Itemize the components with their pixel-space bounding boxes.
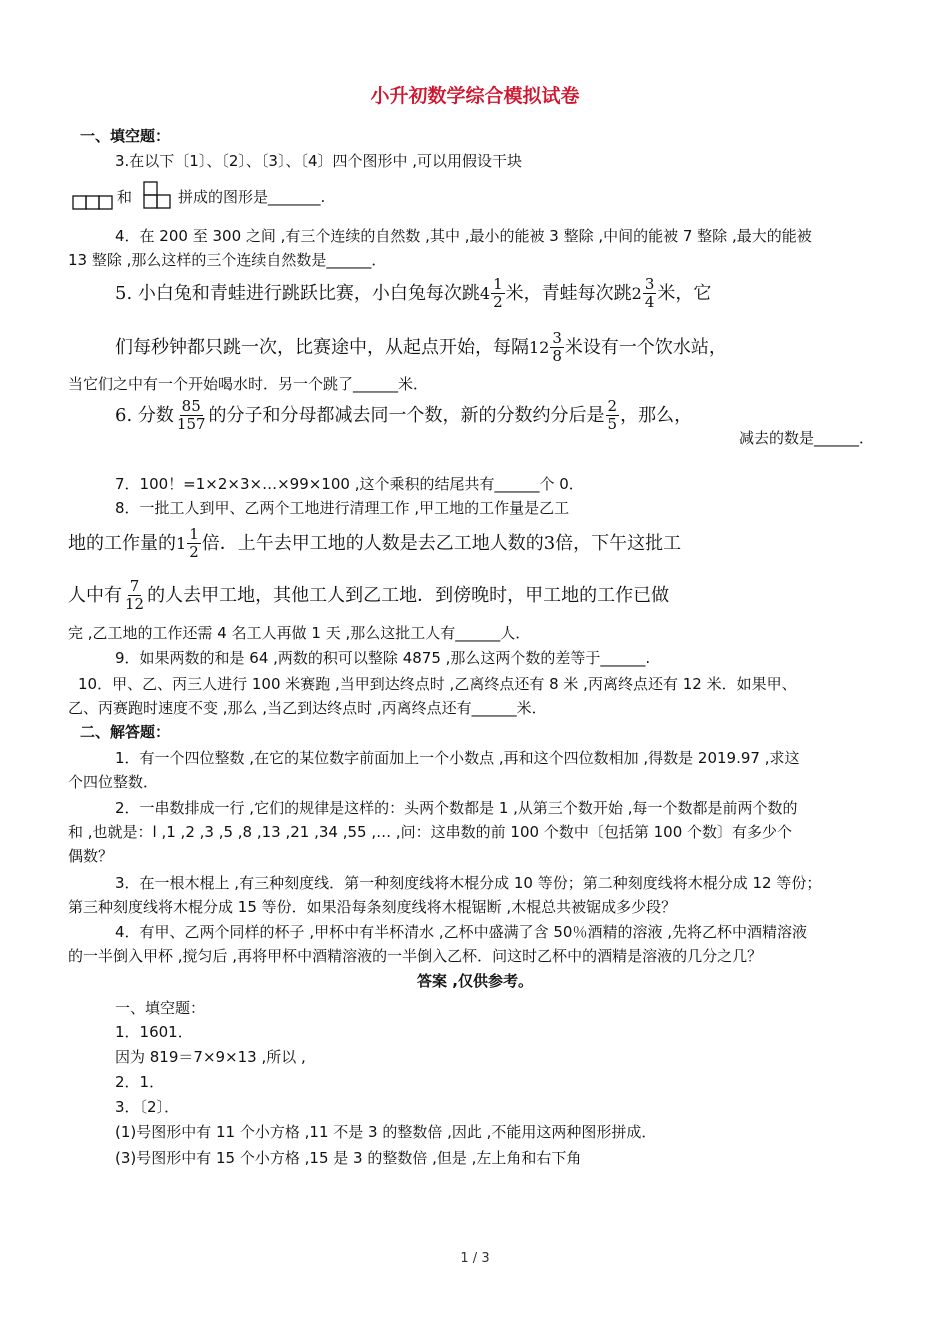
answer-line: 1．1601． bbox=[115, 1023, 193, 1041]
answer-line: (3)号图形中有 15 个小方格 ,15 是 3 的整数倍 ,但是 ,左上角和右下角 bbox=[115, 1149, 582, 1167]
q5-line2-b: 米设有一个饮水站， bbox=[564, 336, 727, 358]
q5-line2 bbox=[115, 330, 727, 365]
p4-line2: 的一半倒入甲杯 ,搅匀后 ,再将甲杯中酒精溶液的一半倒入乙杯．问这时乙杯中的酒精是溶液的几分之几？ bbox=[68, 947, 763, 965]
q6-text-c: ，那么， bbox=[620, 404, 693, 426]
q6-tail: 减去的数是______． bbox=[739, 429, 875, 447]
p3-line2: 第三种刻度线将木棍分成 15 等份．如果沿每条刻度线将木棍锯断 ,木棍总共被锯成多少段？ bbox=[68, 898, 677, 916]
q5-mixed2-whole: 2 bbox=[631, 283, 642, 303]
q5-frac1-den: 2 bbox=[493, 293, 503, 311]
q8-line2-b: 倍．上午去甲工地的人数是去乙工地人数的3倍，下午这批工 bbox=[201, 532, 682, 554]
q5-line1 bbox=[115, 276, 711, 311]
q6-frac1-num: 85 bbox=[181, 397, 201, 415]
p2-line1: 2．一串数排成一行 ,它们的规律是这样的：头两个数都是 1 ,从第三个数开始 ,每一个数都是前两个数的 bbox=[115, 799, 798, 817]
q6-fraction-1 bbox=[175, 398, 208, 433]
page-title: 小升初数学综合模拟试卷 bbox=[370, 85, 580, 107]
q5-frac2-num: 3 bbox=[644, 275, 655, 293]
q6-text-a: 6. 分数 bbox=[115, 404, 174, 426]
q7: 7．100！=1×2×3×…×99×100 ,这个乘积的结尾共有______个 0． bbox=[115, 475, 584, 493]
p4-line1: 4．有甲、乙两个同样的杯子 ,甲杯中有半杯清水 ,乙杯中盛满了含 50％酒精的溶液 ,先将乙杯中酒精溶液 bbox=[115, 923, 808, 941]
q5-frac3-num: 3 bbox=[552, 329, 562, 347]
q8-line1: 8．一批工人到甲、乙两个工地进行清理工作 ,甲工地的工作量是乙工 bbox=[115, 499, 570, 517]
q6-line1 bbox=[115, 398, 692, 433]
triple-square-shape-icon bbox=[73, 196, 112, 209]
q5-mixed1-whole: 4 bbox=[479, 283, 491, 303]
q3-and: 和 bbox=[117, 188, 133, 206]
q8-frac1-num: 1 bbox=[189, 525, 199, 543]
q8-line2-a: 地的工作量的 bbox=[68, 532, 176, 554]
q3-line1: 3.在以下〔1〕、〔2〕、〔3〕、〔4〕四个图形中 ,可以用假设干块 bbox=[115, 152, 523, 170]
l-tromino-shape-icon bbox=[144, 182, 170, 208]
q6-text-b: 的分子和分母都减去同一个数，新的分数约分后是 bbox=[208, 404, 605, 426]
q6-frac1-den: 157 bbox=[176, 415, 206, 433]
answer-line: 2．1． bbox=[115, 1073, 165, 1091]
section-heading-solutions: 二、解答题： bbox=[80, 723, 171, 741]
q8-fraction-1 bbox=[187, 526, 201, 561]
q8-line2 bbox=[68, 526, 681, 561]
answers-title: 答案 ,仅供参考。 bbox=[417, 972, 533, 990]
q6-fraction-2 bbox=[606, 398, 620, 433]
q8-frac1-den: 2 bbox=[189, 543, 199, 561]
q8-line3-a: 人中有 bbox=[68, 584, 122, 606]
q5-frac2-den: 4 bbox=[644, 293, 655, 311]
q5-frac3-den: 8 bbox=[552, 347, 562, 365]
q5-line2-a: 们每秒钟都只跳一次，比赛途中，从起点开始，每隔 bbox=[115, 336, 529, 358]
q4-line1: 4．在 200 至 300 之间 ,有三个连续的自然数 ,其中 ,最小的能被 3 整除 ,中间的能被 7 整除 ,最大的能被 bbox=[115, 227, 812, 245]
answer-line: 因为 819＝7×9×13 ,所以 , bbox=[115, 1048, 306, 1066]
q10-line2: 乙、丙赛跑时速度不变 ,那么 ,当乙到达终点时 ,丙离终点还有______米． bbox=[68, 699, 547, 717]
answer-line: (1)号图形中有 11 个小方格 ,11 不是 3 的整数倍 ,因此 ,不能用这两种图形拼成． bbox=[115, 1123, 657, 1141]
q8-line3 bbox=[68, 578, 669, 613]
page-number: 1 / 3 bbox=[460, 1251, 490, 1266]
answer-line: 一、填空题： bbox=[115, 999, 206, 1017]
p1-line1: 1．有一个四位整数 ,在它的某位数字前面加上一个小数点 ,再和这个四位数相加 ,得数是 2019.97 ,求这 bbox=[115, 749, 800, 767]
q8-fraction-2 bbox=[123, 578, 146, 613]
q9: 9．如果两数的和是 64 ,两数的积可以整除 4875 ,那么这两个数的差等于______. bbox=[115, 649, 651, 667]
q5-text-c: 米，它 bbox=[657, 282, 712, 304]
q8-mixed1-whole: 1 bbox=[176, 533, 187, 553]
q8-line4: 完 ,乙工地的工作还需 4 名工人再做 1 天 ,那么这批工人有______人． bbox=[68, 624, 531, 642]
q5-fraction-1 bbox=[491, 276, 505, 311]
q5-line3: 当它们之中有一个开始喝水时．另一个跳了______米． bbox=[68, 375, 429, 393]
section-heading-fill-blanks: 一、填空题： bbox=[80, 127, 171, 145]
q6-frac2-den: 5 bbox=[607, 415, 618, 433]
p3-line1: 3．在一根木棍上 ,有三种刻度线．第一种刻度线将木棍分成 10 等份；第二种刻度线将木棍分成 12 等份； bbox=[115, 874, 822, 892]
answer-line: 3．〔2〕． bbox=[115, 1098, 180, 1116]
q5-text-b: 米，青蛙每次跳 bbox=[505, 282, 632, 304]
q4-line2: 13 整除 ,那么这样的三个连续自然数是______． bbox=[68, 251, 387, 269]
q6-frac2-num: 2 bbox=[607, 397, 618, 415]
p1-line2: 个四位整数． bbox=[68, 773, 159, 791]
q8-frac2-num: 7 bbox=[129, 577, 140, 595]
q10-line1: 10．甲、乙、丙三人进行 100 米赛跑 ,当甲到达终点时 ,乙离终点还有 8 米 ,丙离终点还有 12 米．如果甲、 bbox=[78, 675, 797, 693]
q8-line3-b: 的人去甲工地，其他工人到乙工地．到傍晚时，甲工地的工作已做 bbox=[147, 584, 670, 606]
q5-fraction-3 bbox=[550, 330, 564, 365]
p2-line3: 偶数？ bbox=[68, 847, 114, 865]
q5-frac1-num: 1 bbox=[493, 275, 503, 293]
q3-line2-end: 拼成的图形是_______. bbox=[178, 188, 326, 206]
q5-mixed3-whole: 12 bbox=[529, 337, 550, 357]
q5-fraction-2 bbox=[643, 276, 657, 311]
p2-line2: 和 ,也就是：l ,1 ,2 ,3 ,5 ,8 ,13 ,21 ,34 ,55 ,… ,问：这串数的前 100 个数中〔包括第 100 个数〕有多少个 bbox=[68, 823, 793, 841]
q5-text-a: 5. 小白兔和青蛙进行跳跃比赛，小白兔每次跳 bbox=[115, 282, 480, 304]
q8-frac2-den: 12 bbox=[125, 595, 145, 613]
